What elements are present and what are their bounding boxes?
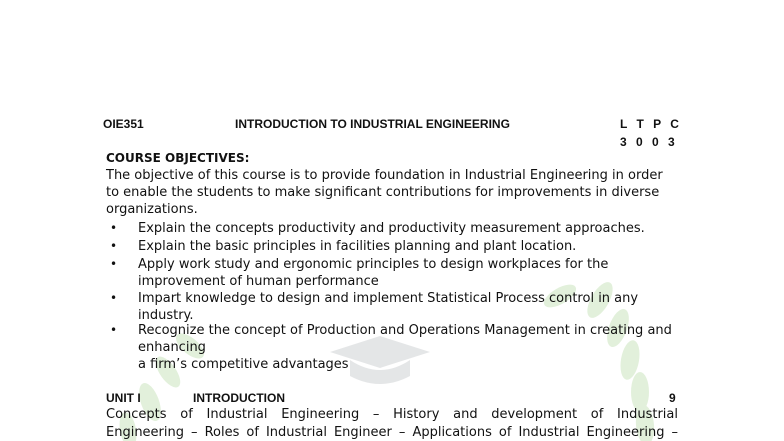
- bullet-symbol: •: [110, 221, 118, 235]
- course-title: INTRODUCTION TO INDUSTRIAL ENGINEERING: [235, 117, 510, 131]
- objective-line: Explain the basic principles in facilities planning and plant location.: [138, 239, 577, 254]
- unit-hours: 9: [669, 391, 676, 405]
- bullet-symbol: •: [110, 291, 118, 305]
- objective-item: [138, 290, 638, 324]
- objective-line: improvement of human performance: [138, 274, 379, 289]
- ltpc-values: 3 0 0 3: [620, 135, 678, 149]
- intro-line: The objective of this course is to provide foundation in Industrial Engineering in order: [106, 168, 663, 183]
- objective-line: Apply work study and ergonomic principles to design workplaces for the: [138, 257, 609, 272]
- unit-text-line: Concepts of Industrial Engineering – History and development of Industrial: [106, 407, 678, 422]
- bullet-symbol: •: [110, 239, 118, 253]
- objective-line: Impart knowledge to design and implement Statistical Process control in any: [138, 291, 639, 306]
- intro-line: organizations.: [106, 202, 198, 217]
- course-code: OIE351: [103, 117, 144, 131]
- intro-line: to enable the students to make significant contributions for improvements in diverse: [106, 185, 660, 200]
- objective-line: industry.: [138, 308, 194, 323]
- objective-item: [138, 322, 672, 373]
- objective-item: [138, 220, 645, 237]
- unit-title: INTRODUCTION: [193, 391, 285, 405]
- unit-text-line: Engineering – Roles of Industrial Engineer – Applications of Industrial Engineering –: [106, 425, 678, 440]
- bullet-symbol: •: [110, 257, 118, 271]
- objective-line: enhancing: [138, 340, 206, 355]
- unit-label: UNIT I: [106, 391, 141, 405]
- objective-item: [138, 238, 576, 255]
- objectives-intro: [106, 167, 663, 218]
- objective-line: Explain the concepts productivity and productivity measurement approaches.: [138, 221, 645, 236]
- objectives-heading: COURSE OBJECTIVES:: [106, 151, 250, 165]
- objective-item: [138, 256, 608, 290]
- objective-line: a firm’s competitive advantages: [138, 357, 349, 372]
- objective-line: Recognize the concept of Production and Operations Management in creating and: [138, 323, 672, 338]
- bullet-symbol: •: [110, 323, 118, 337]
- ltpc-labels: L T P C: [620, 117, 682, 131]
